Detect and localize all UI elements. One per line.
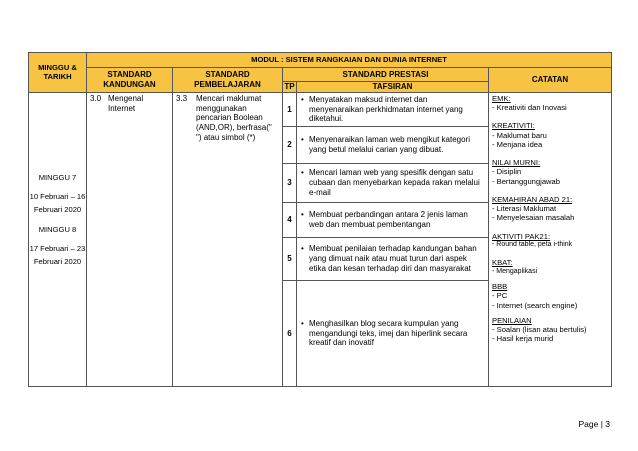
tp-3: 3	[283, 164, 297, 203]
emk-item: - Kreativiti dan Inovasi	[492, 103, 567, 112]
tp-header: TP	[284, 82, 295, 91]
minggu-8: MINGGU 8	[38, 224, 77, 234]
bullet-icon: •	[301, 210, 304, 220]
tafsiran-3-text: Mencari laman web yang spesifik dengan satu cubaan dan menyebarkan kepada rakan melalui e-mail	[309, 168, 480, 197]
tp-1: 1	[283, 92, 297, 126]
standard-pembelajaran-header: STANDARD PEMBELAJARAN	[173, 68, 283, 93]
tafsiran-header: TAFSIRAN	[297, 82, 489, 93]
minggu-tarikh-header: MINGGU & TARIKH	[29, 53, 87, 93]
minggu-cell	[29, 92, 87, 386]
tafsiran-2	[297, 127, 489, 164]
tafsiran-4	[297, 203, 489, 238]
bullet-icon: •	[301, 168, 304, 178]
tafsiran-6-text: Menghasilkan blog secara kumpulan yang mengandungi teks, imej dan hiperlink secara kreatif dan inovatif	[309, 318, 468, 348]
bbb-item-2: - Internet (search engine)	[492, 300, 578, 310]
kreativiti-item-2: - Menjana idea	[492, 139, 543, 149]
catatan-header: CATATAN	[489, 68, 612, 93]
bbb-title: BBB	[492, 282, 508, 292]
tafsiran-1	[297, 92, 489, 126]
kandungan-cell	[87, 92, 173, 386]
aktiviti-title: AKTIVITI PAK21:	[492, 231, 551, 241]
nilai-murni-title: NILAI MURNI:	[492, 158, 541, 167]
kemahiran-item-1: - Literasi Maklumat	[492, 204, 557, 213]
lesson-plan-table	[28, 52, 612, 387]
penilaian-item-1: - Soalan (lisan atau bertulis)	[492, 325, 587, 335]
minggu-7: MINGGU 7	[38, 172, 77, 182]
standard-kandungan-header: STANDARD KANDUNGAN	[87, 68, 173, 93]
kemahiran-item-2: - Menyelesaian masalah	[492, 213, 575, 223]
kreativiti-title: KREATIVITI:	[492, 121, 535, 131]
nilai-murni-item-2: - Bertanggungjawab	[492, 176, 560, 186]
kemahiran-title: KEMAHIRAN ABAD 21:	[492, 194, 573, 204]
tp-4: 4	[283, 203, 297, 238]
bullet-icon: •	[301, 135, 304, 145]
tafsiran-5-text: Membuat penilaian terhadap kandungan bahan yang dimuat naik atau muat turun dari aspek etika dan kesan terhadap diri dan masyarakat	[309, 244, 477, 273]
emk-title: EMK:	[492, 93, 511, 103]
tafsiran-4-text: Membuat perbandingan antara 2 jenis laman web dan membuat pembentangan	[309, 210, 468, 229]
bullet-icon: •	[301, 244, 304, 254]
minggu-7-date-end: Februari 2020	[33, 205, 82, 215]
minggu-8-date-start: 17 Februari – 23	[29, 243, 86, 253]
penilaian-title: PENILAIAN	[492, 315, 532, 325]
kandungan-text: Mengenal Internet	[108, 93, 144, 113]
module-header: MODUL : SISTEM RANGKAIAN DAN DUNIA INTERNET	[87, 53, 612, 68]
tp-6: 6	[283, 281, 297, 387]
aktiviti-item-1: - Round table, peta i-think	[492, 240, 573, 248]
tafsiran-5	[297, 238, 489, 281]
kbat-item-1: - Mengaplikasi	[492, 267, 538, 275]
pembelajaran-number: 3.3	[176, 93, 188, 103]
bbb-item-1: - PC	[492, 291, 508, 301]
tafsiran-1-text: Menyatakan maksud internet dan menyenaraikan perkhidmatan internet yang diketahui.	[309, 94, 463, 124]
penilaian-item-2: - Hasil kerja murid	[492, 334, 554, 344]
nilai-murni-item-1: - Disiplin	[492, 167, 522, 177]
bullet-icon: •	[301, 318, 304, 328]
minggu-8-date-end: Februari 2020	[33, 257, 82, 266]
pembelajaran-text: Mencari maklumat menggunakan pencarian Boolean (AND,OR), berfrasa(" ") atau simbol (*)	[196, 93, 272, 142]
tafsiran-3	[297, 164, 489, 203]
tp-2: 2	[283, 127, 297, 164]
kreativiti-item-1: - Maklumat baru	[492, 130, 547, 140]
minggu-7-date-start: 10 Februari – 16	[29, 192, 86, 201]
page-number: Page | 3	[578, 419, 610, 429]
catatan-cell	[489, 92, 612, 386]
tafsiran-6	[297, 281, 489, 387]
tafsiran-2-text: Menyenaraikan laman web mengikut kategori yang betul melalui carian yang dibuat.	[309, 135, 470, 154]
tp-5: 5	[283, 238, 297, 281]
bullet-icon: •	[301, 94, 304, 104]
kandungan-number: 3.0	[90, 93, 102, 103]
pembelajaran-cell	[173, 92, 283, 386]
kbat-title: KBAT:	[492, 258, 513, 268]
standard-prestasi-header: STANDARD PRESTASI	[283, 68, 489, 82]
